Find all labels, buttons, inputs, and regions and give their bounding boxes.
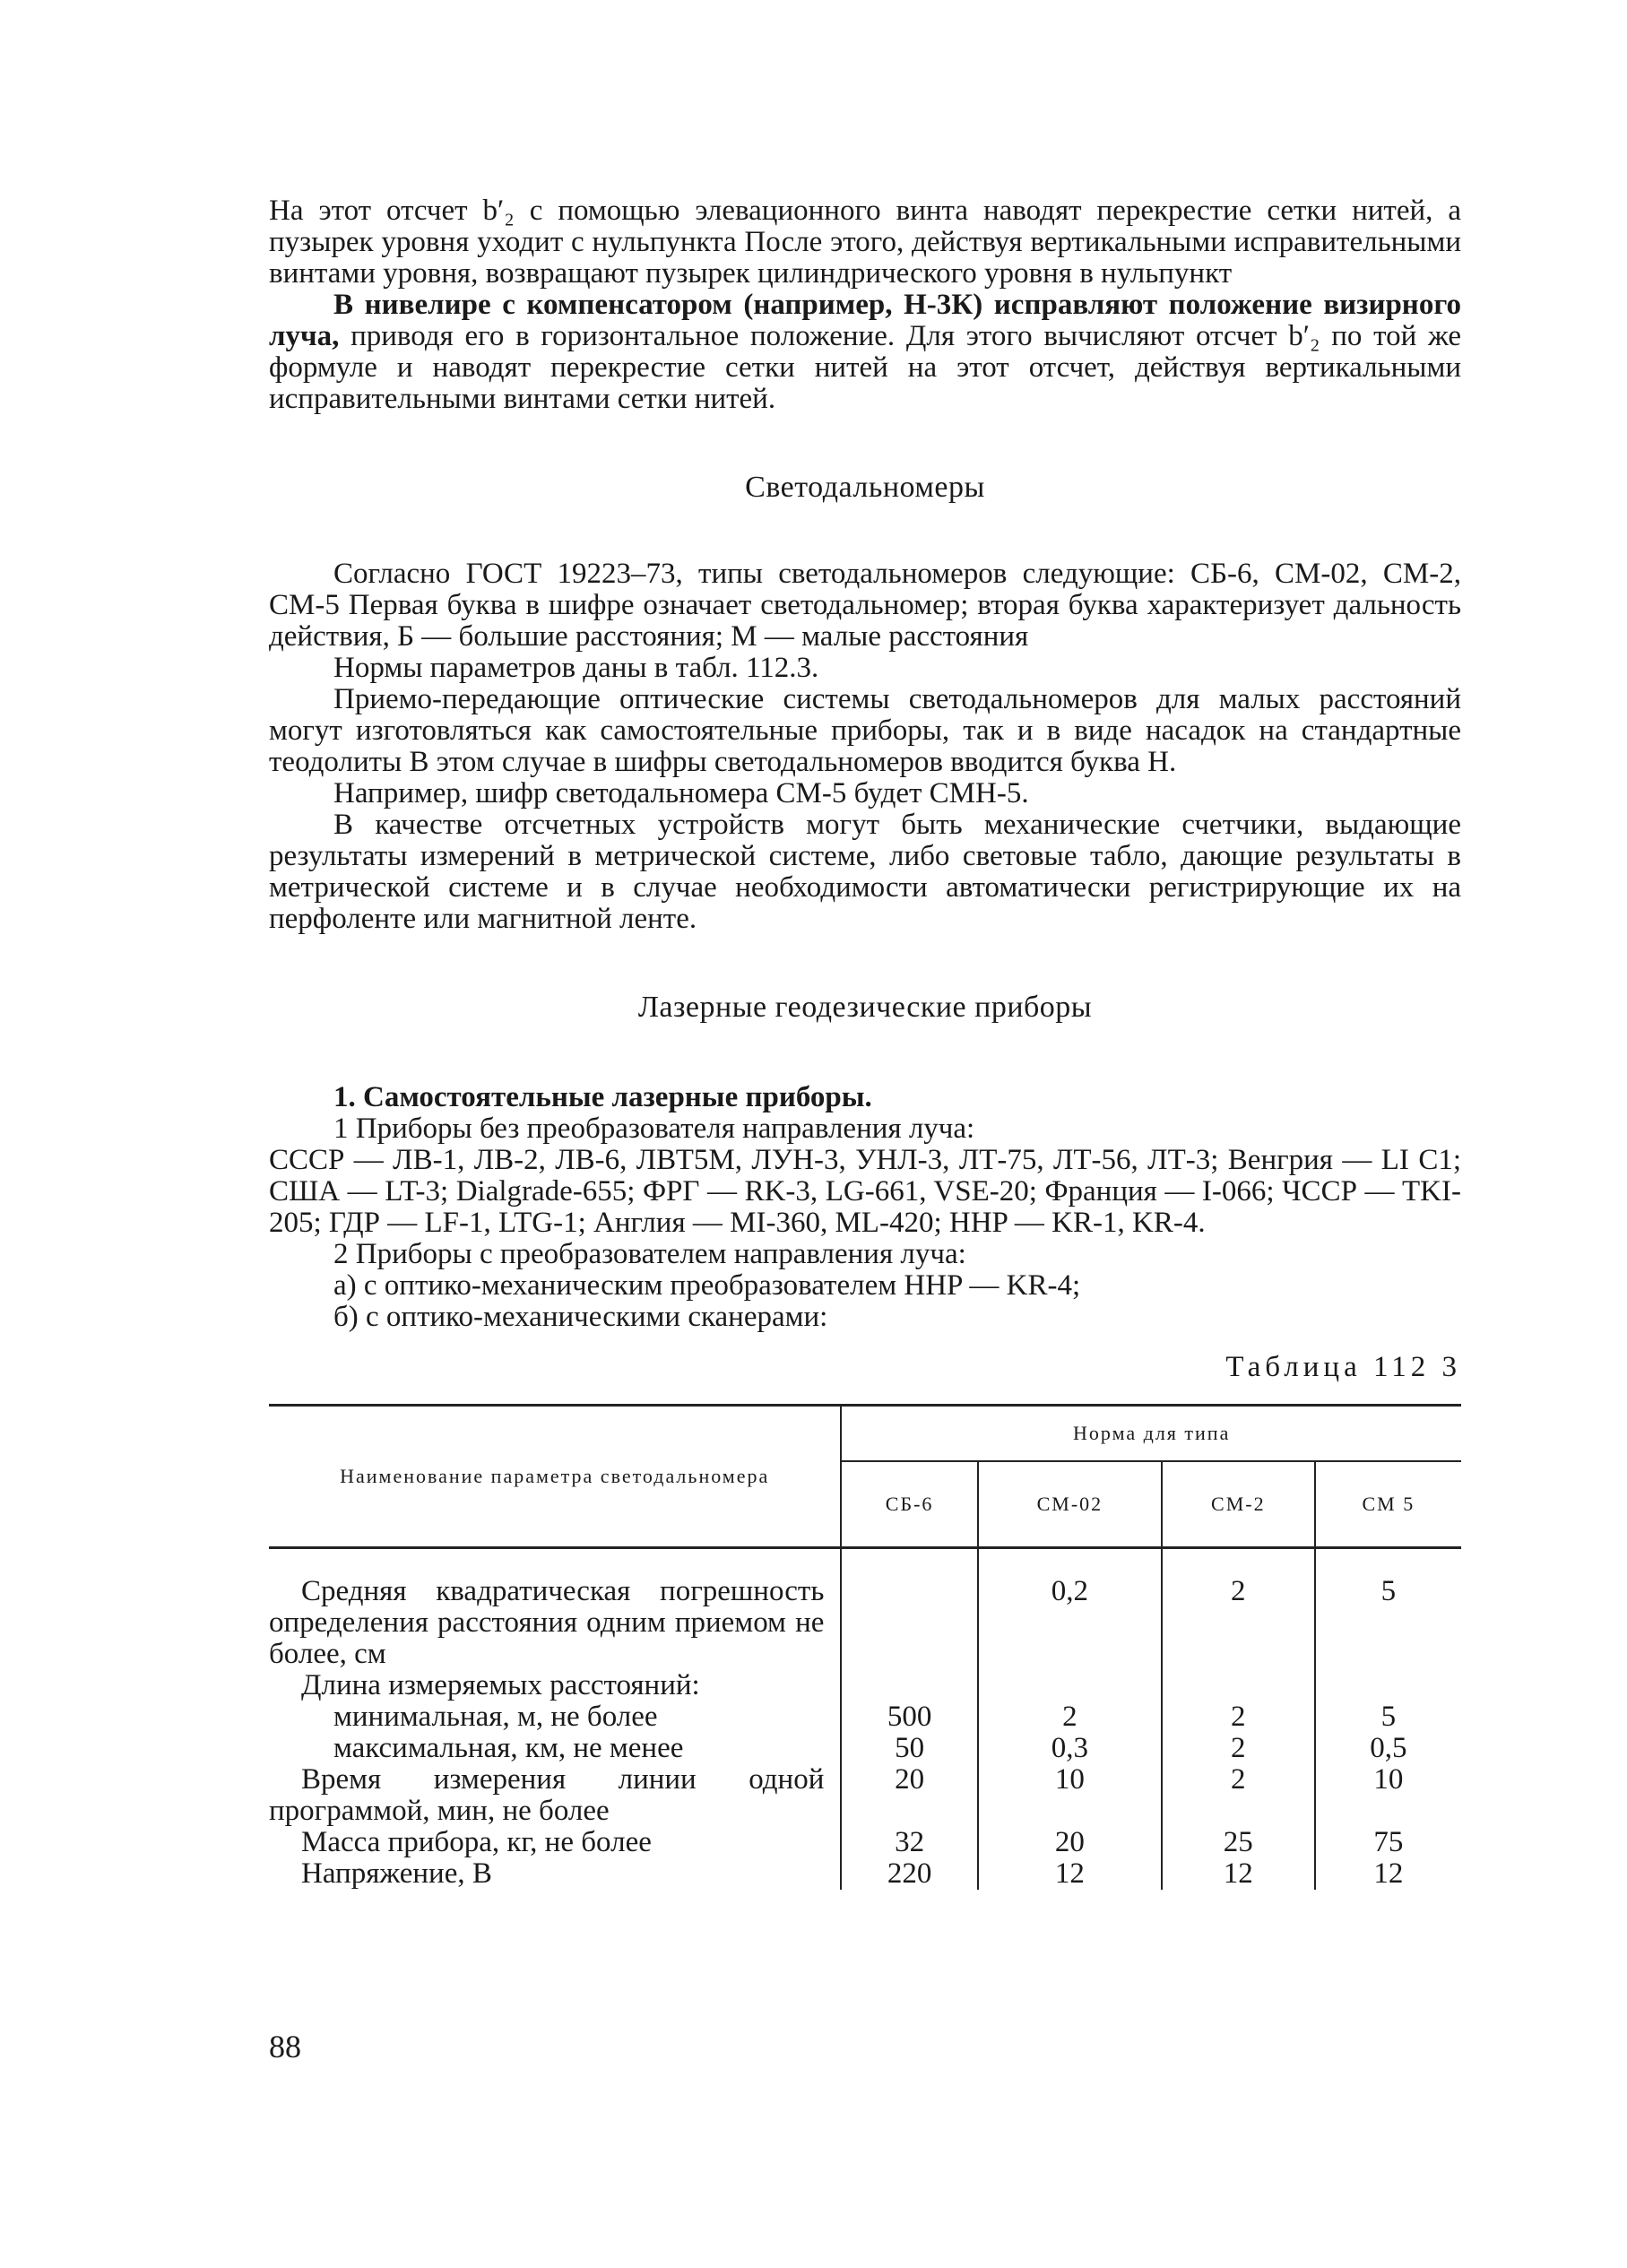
page-number: 88: [269, 2029, 301, 2065]
section1-paragraph: Нормы параметров даны в табл. 112.3.: [333, 652, 819, 684]
table-cell-value: 75: [1315, 1827, 1461, 1858]
table-cell-value: 2: [1162, 1576, 1315, 1670]
intro-paragraph-1: На этот отсчет b′₂ с помощью элевационного винта наводят перекрестие сетки нитей, а пузырек уровня уходит с нульпункта После этого, действуя вертикальными исправительными винтами уровня, возвращают пузырек цилиндрического уровня в нульпункт: [269, 195, 1461, 290]
parameter-label: Время измерения линии одной программой, мин, не более: [269, 1763, 825, 1827]
parameter-label: Напряжение, В: [301, 1857, 492, 1890]
table-cell-value: 500: [841, 1701, 977, 1733]
section1-paragraph: Например, шифр светодальномера СМ-5 будет СМН-5.: [333, 777, 1029, 809]
table-cell-value: [1162, 1670, 1315, 1701]
table-cell-value: [841, 1576, 977, 1670]
intro-paragraph-2-bold: В нивелире с компенсатором (например, Н-3К) исправляют положение визирного луча,: [269, 289, 1461, 352]
table-cell-value: 2: [978, 1701, 1162, 1733]
table-body: [269, 1576, 1461, 1890]
parameter-label: Масса прибора, кг, не более: [301, 1826, 652, 1858]
table-cell-parameter: [269, 1733, 841, 1764]
table-header-col: СБ-6: [841, 1461, 977, 1548]
table-cell-value: 12: [978, 1858, 1162, 1890]
intro-paragraph-2-rest: приводя его в горизонтальное положение. Для этого вычисляют отсчет b′₂ по той же формуле и наводят перекрестие сетки нитей на этот отсчет, действуя вертикальными исправительными винтами сетки нитей.: [269, 320, 1461, 415]
table-cell-value: [1315, 1670, 1461, 1701]
sub-list-item-a: а) с оптико-механическим преобразователем НHP — KR-4;: [333, 1269, 1081, 1302]
table-cell-value: 20: [978, 1827, 1162, 1858]
parameter-label: Длина измеряемых расстояний:: [301, 1669, 700, 1701]
table-caption: Таблица 112 3: [1225, 1351, 1461, 1383]
table-cell-value: 50: [841, 1733, 977, 1764]
table-header-name: Наименование параметра светодальномера: [269, 1406, 841, 1548]
parameters-table: [269, 1404, 1461, 1890]
page-content: [269, 195, 1461, 1890]
table-cell-value: [841, 1670, 977, 1701]
section-heading-svetodalnomery: Светодальномеры: [745, 471, 985, 504]
table-cell-value: 20: [841, 1764, 977, 1827]
table-cell-parameter: [269, 1576, 841, 1670]
table-header-col: СМ-02: [978, 1461, 1162, 1548]
table-header-group: Норма для типа: [841, 1406, 1461, 1462]
table-row: [269, 1858, 1461, 1890]
table-cell-parameter: [269, 1764, 841, 1827]
table-cell-parameter: [269, 1858, 841, 1890]
sub-list-text-1: СССР — ЛВ-1, ЛВ-2, ЛВ-6, ЛВТ5М, ЛУН-3, УНЛ-3, ЛТ-75, ЛТ-56, ЛТ-3; Венгрия — LI C1; США — LT-3; Dialgrade-655; ФРГ — RK-3, LG-661, VSE-20; Франция — I-066; ЧССР — TKI-205; ГДР — LF-1, LTG-1; Англия — MI-360, ML-420; НHP — KR-1, KR-4.: [269, 1144, 1461, 1239]
table-cell-value: 0,3: [978, 1733, 1162, 1764]
table-cell-value: 10: [1315, 1764, 1461, 1827]
table-cell-value: 5: [1315, 1701, 1461, 1733]
table-cell-parameter: [269, 1827, 841, 1858]
table-cell-value: 0,5: [1315, 1733, 1461, 1764]
table-cell-value: 0,2: [978, 1576, 1162, 1670]
table-separator: [269, 1548, 841, 1577]
table-row: [269, 1733, 1461, 1764]
sub-list-item-b: б) с оптико-механическими сканерами:: [333, 1301, 828, 1333]
table-row: [269, 1701, 1461, 1733]
list-item-1-heading: 1. Самостоятельные лазерные приборы.: [333, 1081, 872, 1113]
table-cell-value: 32: [841, 1827, 977, 1858]
table-header-col: СМ-2: [1162, 1461, 1315, 1548]
intro-paragraph-2: [269, 290, 1461, 415]
table-cell-parameter: [269, 1701, 841, 1733]
parameter-label: максимальная, км, не менее: [333, 1732, 684, 1764]
table-cell-value: 2: [1162, 1733, 1315, 1764]
sub-list-title-2: 2 Приборы с преобразователем направления луча:: [333, 1238, 966, 1270]
table-cell-value: 220: [841, 1858, 977, 1890]
table-cell-value: 10: [978, 1764, 1162, 1827]
table-cell-parameter: [269, 1670, 841, 1701]
table-header-col: СМ 5: [1315, 1461, 1461, 1548]
table-row: [269, 1827, 1461, 1858]
table-cell-value: 2: [1162, 1701, 1315, 1733]
table-cell-value: 2: [1162, 1764, 1315, 1827]
table-cell-value: 5: [1315, 1576, 1461, 1670]
section1-paragraph: В качестве отсчетных устройств могут быть механические счетчики, выдающие результаты измерений в метрической системе, либо световые табло, дающие результаты в метрической системе и в случае необходимости автоматически регистрирующие их на перфоленте или магнитной ленте.: [269, 809, 1461, 935]
table-cell-value: 25: [1162, 1827, 1315, 1858]
table-row: [269, 1764, 1461, 1827]
table-cell-value: [978, 1670, 1162, 1701]
table-row: [269, 1670, 1461, 1701]
section-heading-laser: Лазерные геодезические приборы: [637, 991, 1093, 1024]
section1-paragraph: Согласно ГОСТ 19223–73, типы светодальномеров следующие: СБ-6, СМ-02, СМ-2, СМ-5 Первая буква в шифре означает светодальномер; вторая буква характеризует дальность действия, Б — большие расстояния; М — малые расстояния: [269, 558, 1461, 653]
table-row: [269, 1576, 1461, 1670]
parameter-label: Средняя квадратическая погрешность определения расстояния одним приемом не более, см: [269, 1575, 825, 1670]
section1-paragraph: Приемо-передающие оптические системы светодальномеров для малых расстояний могут изготовляться как самостоятельные приборы, так и в виде насадок на стандартные теодолиты В этом случае в шифры светодальномеров вводится буква Н.: [269, 683, 1461, 778]
table-cell-value: 12: [1315, 1858, 1461, 1890]
parameter-label: минимальная, м, не более: [333, 1701, 658, 1733]
table-cell-value: 12: [1162, 1858, 1315, 1890]
sub-list-title-1: 1 Приборы без преобразователя направления луча:: [333, 1112, 975, 1145]
